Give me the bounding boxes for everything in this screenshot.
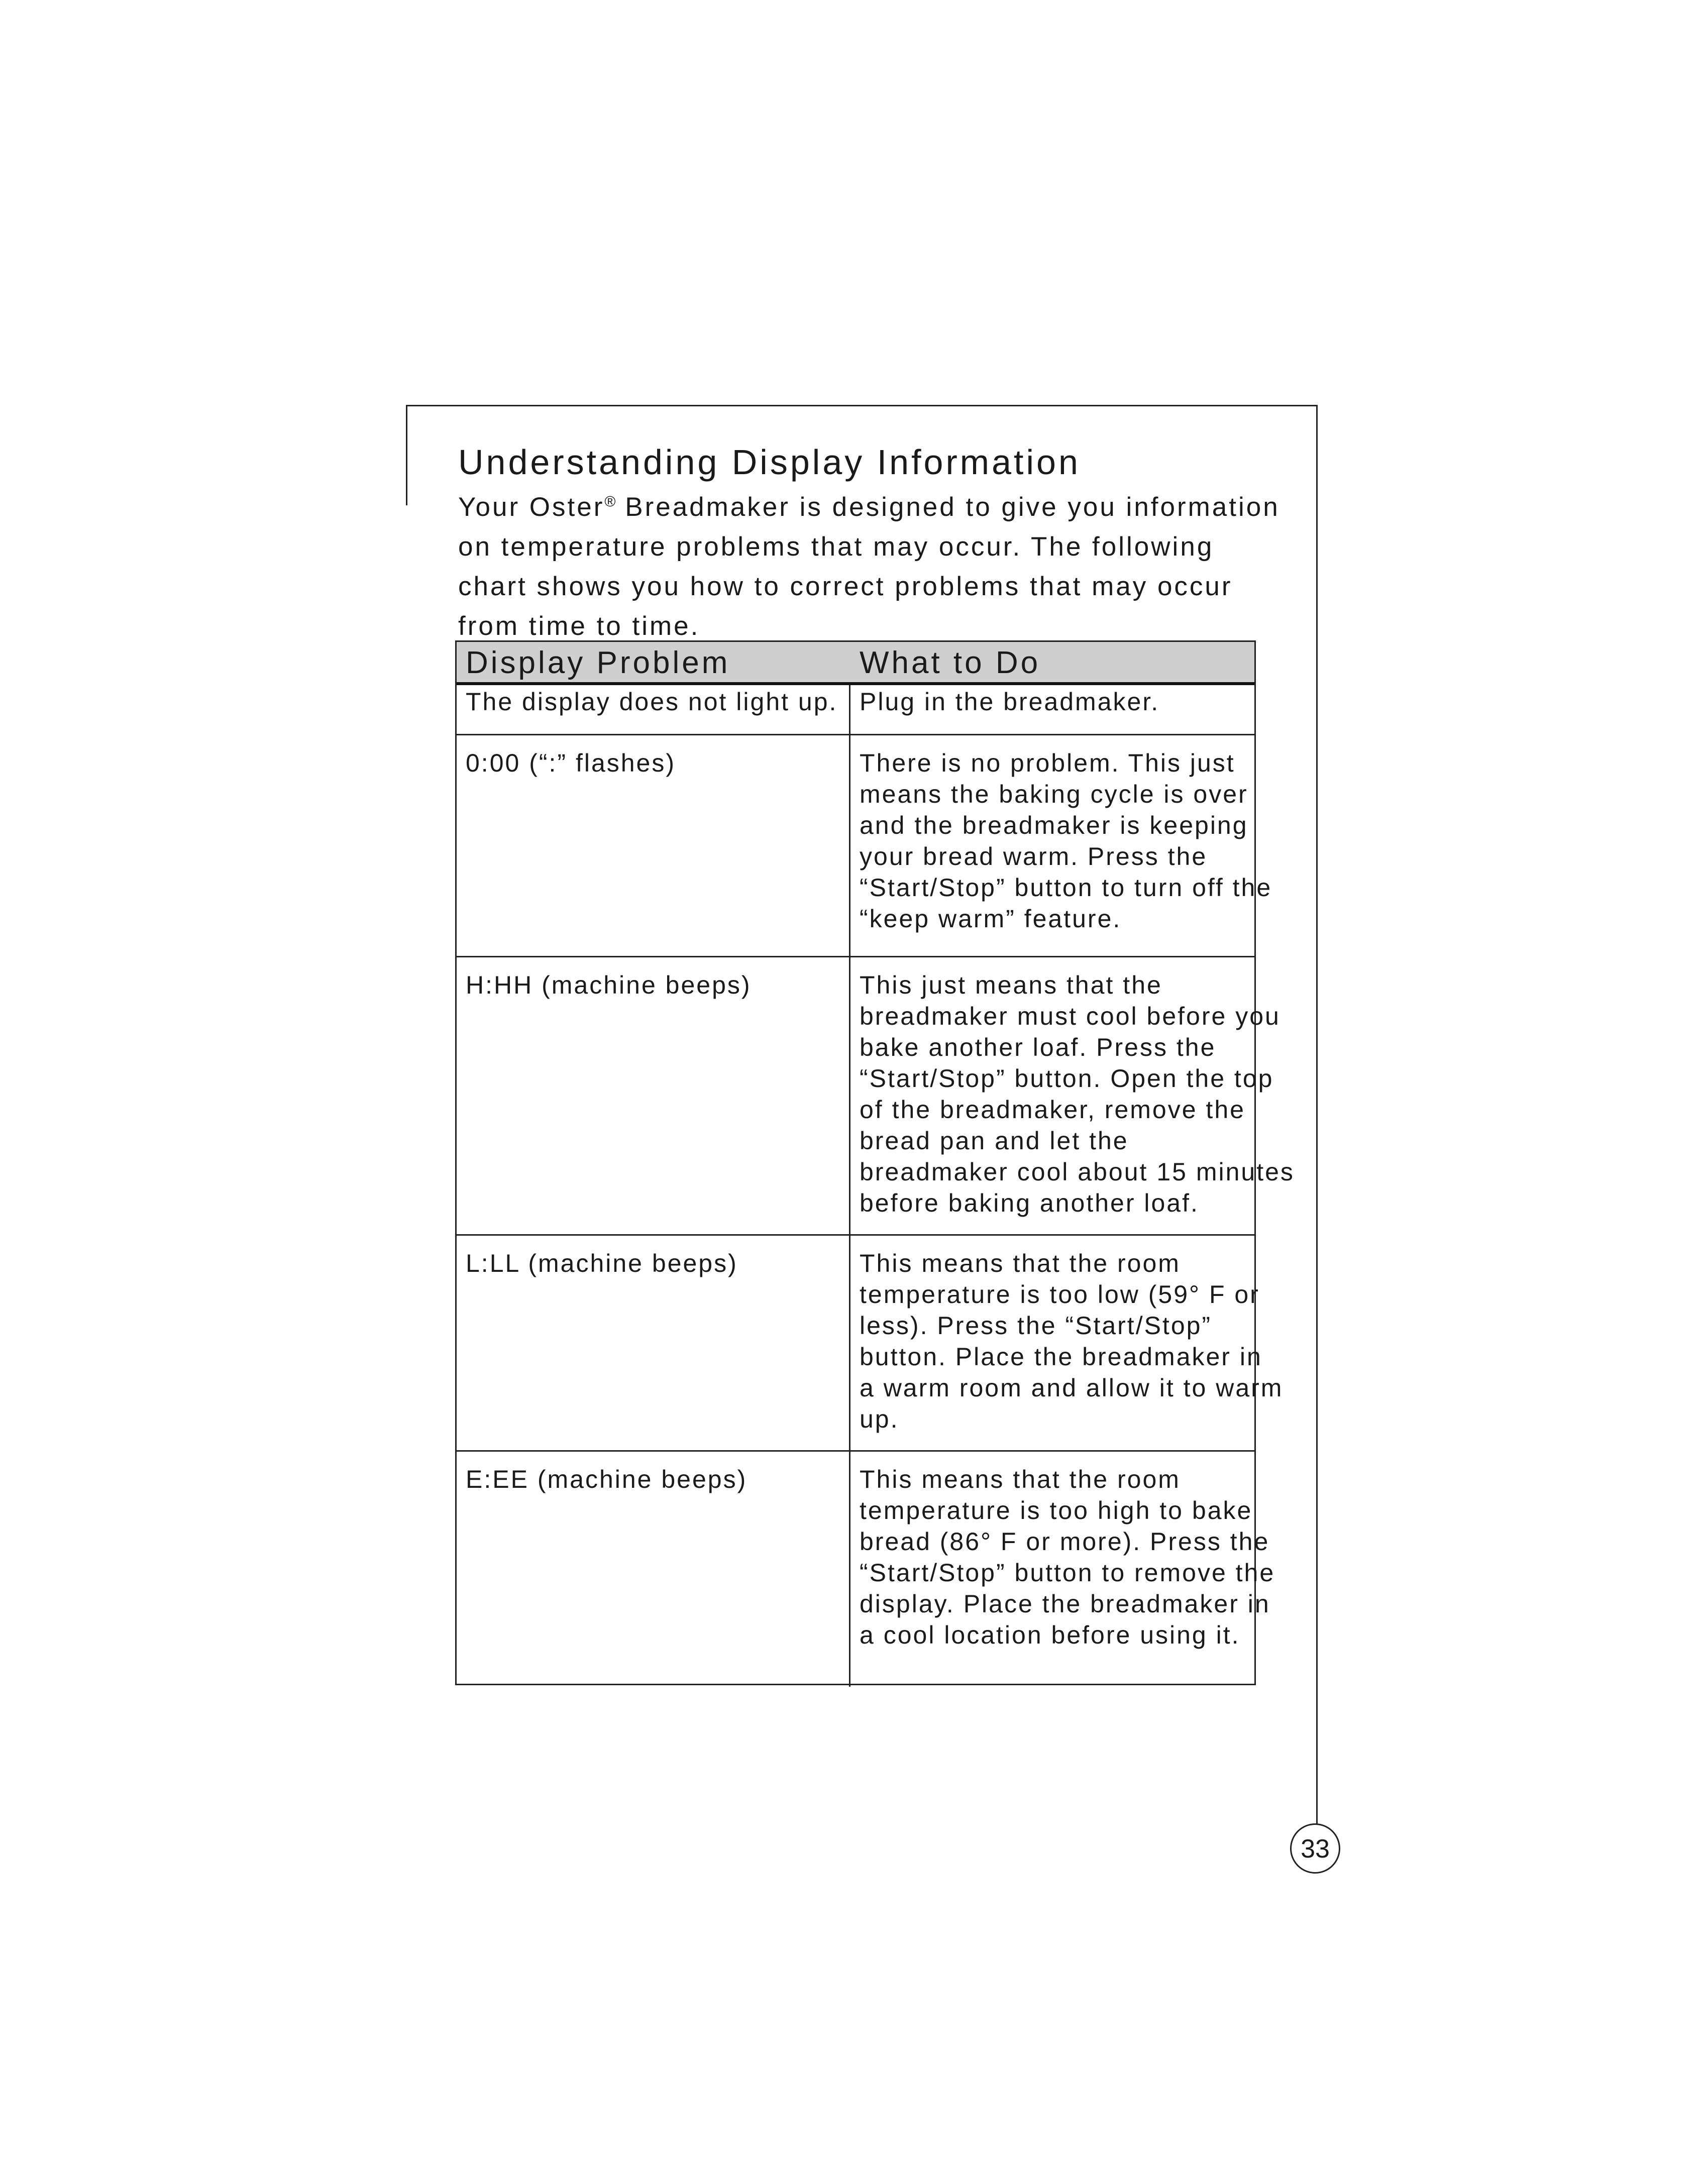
intro-text-start: Your Oster (458, 492, 605, 522)
table-header (457, 642, 1254, 685)
action-line: and the breadmaker is keeping (860, 811, 1248, 839)
table-row (457, 957, 1295, 1236)
action-cell (860, 747, 1272, 934)
action-line: your bread warm. Press the (860, 842, 1208, 870)
action-line: bread (86° F or more). Press the (860, 1528, 1270, 1556)
frame-right-line (1316, 405, 1318, 1826)
problem-cell: The display does not light up. (466, 688, 838, 716)
problem-cell: H:HH (machine beeps) (466, 971, 752, 999)
problem-cell: L:LL (machine beeps) (466, 1249, 738, 1277)
action-line: less). Press the “Start/Stop” (860, 1312, 1212, 1340)
action-line: “keep warm” feature. (860, 905, 1122, 933)
header-what-to-do: What to Do (860, 645, 1041, 680)
action-line: Plug in the breadmaker. (860, 688, 1160, 716)
registered-mark: ® (604, 493, 616, 510)
problem-cell: 0:00 (“:” flashes) (466, 749, 676, 777)
table-row (457, 735, 1272, 957)
table-row (457, 685, 1254, 735)
table-row (457, 1236, 1284, 1452)
action-line: breadmaker cool about 15 minutes (860, 1158, 1295, 1186)
action-line: bake another loaf. Press the (860, 1033, 1216, 1061)
action-line: “Start/Stop” button. Open the top (860, 1064, 1274, 1093)
action-line: display. Place the breadmaker in (860, 1590, 1270, 1618)
action-cell (860, 1464, 1275, 1651)
action-line: button. Place the breadmaker in (860, 1343, 1262, 1371)
action-line: “Start/Stop” button to turn off the (860, 874, 1272, 902)
action-line: This just means that the (860, 971, 1162, 999)
action-line: of the breadmaker, remove the (860, 1096, 1245, 1124)
intro-text-rest: Breadmaker is designed to give you information on temperature problems that may occur. The following chart shows you how to correct problems that may occur from time to time. (458, 492, 1280, 641)
header-display-problem: Display Problem (466, 645, 730, 680)
page-number: 33 (1290, 1823, 1340, 1874)
action-line: before baking another loaf. (860, 1189, 1199, 1217)
action-line: temperature is too high to bake (860, 1496, 1253, 1524)
action-line: “Start/Stop” button to remove the (860, 1559, 1275, 1587)
action-line: This means that the room (860, 1465, 1181, 1493)
action-line: bread pan and let the (860, 1127, 1129, 1155)
action-cell (860, 1248, 1284, 1435)
frame-top-line (406, 405, 1318, 406)
action-line: a cool location before using it. (860, 1621, 1240, 1649)
action-line: breadmaker must cool before you (860, 1002, 1280, 1030)
action-line: temperature is too low (59° F or (860, 1280, 1260, 1309)
action-line: a warm room and allow it to warm (860, 1374, 1284, 1402)
table-row (457, 1452, 1275, 1684)
frame-left-line (406, 405, 407, 505)
action-line: means the baking cycle is over (860, 780, 1248, 808)
problem-cell: E:EE (machine beeps) (466, 1465, 748, 1493)
page-title: Understanding Display Information (458, 443, 1081, 482)
action-line: This means that the room (860, 1249, 1181, 1277)
display-problems-table (455, 640, 1295, 1685)
action-line: up. (860, 1405, 899, 1433)
action-cell (860, 969, 1295, 1219)
action-cell (860, 686, 1256, 717)
action-line: There is no problem. This just (860, 749, 1235, 777)
intro-paragraph (458, 487, 1282, 646)
